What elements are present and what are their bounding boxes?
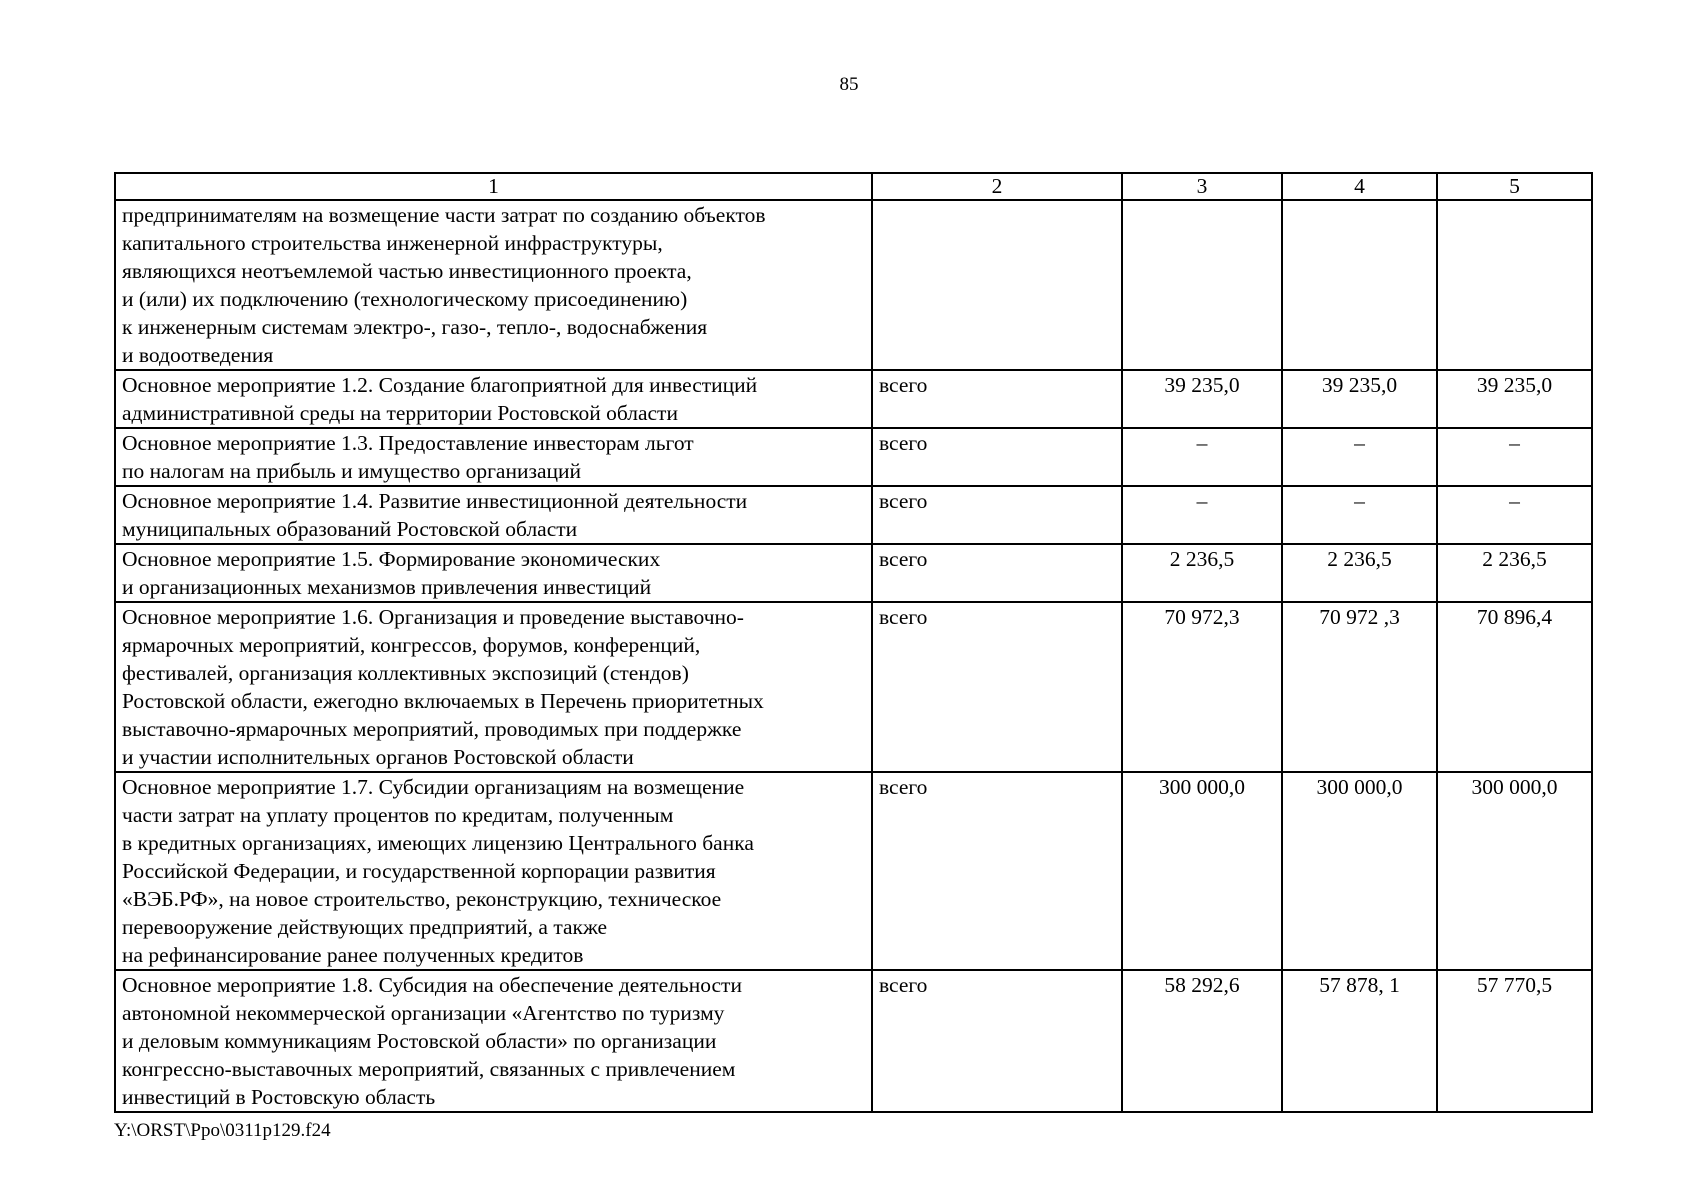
column-header-3: 3: [1122, 173, 1282, 200]
activity-description: предпринимателям на возмещение части затрат по созданию объектов капитального строительства инженерной инфраструктуры, являющихся неотъемлемой частью инвестиционного проекта, и (или) их подключению (технологическому присоединению) к инженерным системам электро-, газо-, тепло-, водоснабжения и водоотведения: [115, 200, 872, 370]
activity-description: Основное мероприятие 1.5. Формирование экономических и организационных механизмов привлечения инвестиций: [115, 544, 872, 602]
page-number: 85: [839, 74, 859, 95]
activity-description: Основное мероприятие 1.6. Организация и проведение выставочно- ярмарочных мероприятий, конгрессов, форумов, конференций, фестивалей, организация коллективных экспозиций (стендов) Ростовской области, ежегодно включаемых в Перечень приоритетных выставочно-ярмарочных мероприятий, проводимых при поддержке и участии исполнительных органов Ростовской области: [115, 602, 872, 772]
table-row: [115, 602, 1592, 772]
budget-table: [114, 172, 1593, 1113]
table-row: [115, 370, 1592, 428]
value-col-4: 2 236,5: [1282, 544, 1437, 602]
funding-source: всего: [872, 428, 1122, 486]
table-row: [115, 486, 1592, 544]
funding-source: всего: [872, 370, 1122, 428]
value-col-4: 70 972 ,3: [1282, 602, 1437, 772]
value-col-5: [1437, 200, 1592, 370]
funding-source: всего: [872, 772, 1122, 970]
table-row: [115, 428, 1592, 486]
activity-description: Основное мероприятие 1.8. Субсидия на обеспечение деятельности автономной некоммерческой организации «Агентство по туризму и деловым коммуникациям Ростовской области» по организации конгрессно-выставочных мероприятий, связанных с привлечением инвестиций в Ростовскую область: [115, 970, 872, 1112]
funding-source: [872, 200, 1122, 370]
table-row: [115, 772, 1592, 970]
value-col-3: 300 000,0: [1122, 772, 1282, 970]
funding-source: всего: [872, 602, 1122, 772]
funding-source: всего: [872, 970, 1122, 1112]
value-col-4: –: [1282, 486, 1437, 544]
table-row: [115, 544, 1592, 602]
value-col-3: –: [1122, 486, 1282, 544]
value-col-4: 300 000,0: [1282, 772, 1437, 970]
value-col-3: 39 235,0: [1122, 370, 1282, 428]
activity-description: Основное мероприятие 1.2. Создание благоприятной для инвестиций административной среды на территории Ростовской области: [115, 370, 872, 428]
value-col-5: –: [1437, 428, 1592, 486]
value-col-3: 70 972,3: [1122, 602, 1282, 772]
table-row: [115, 200, 1592, 370]
value-col-3: [1122, 200, 1282, 370]
table-header-row: [115, 173, 1592, 200]
value-col-3: –: [1122, 428, 1282, 486]
value-col-5: 70 896,4: [1437, 602, 1592, 772]
value-col-5: 57 770,5: [1437, 970, 1592, 1112]
funding-source: всего: [872, 486, 1122, 544]
value-col-4: –: [1282, 428, 1437, 486]
column-header-2: 2: [872, 173, 1122, 200]
value-col-3: 58 292,6: [1122, 970, 1282, 1112]
value-col-4: [1282, 200, 1437, 370]
value-col-5: –: [1437, 486, 1592, 544]
activity-description: Основное мероприятие 1.4. Развитие инвестиционной деятельности муниципальных образований Ростовской области: [115, 486, 872, 544]
value-col-5: 300 000,0: [1437, 772, 1592, 970]
column-header-1: 1: [115, 173, 872, 200]
footer-file-path: Y:\ORST\Ppo\0311p129.f24: [114, 1120, 331, 1141]
value-col-5: 2 236,5: [1437, 544, 1592, 602]
value-col-4: 39 235,0: [1282, 370, 1437, 428]
activity-description: Основное мероприятие 1.3. Предоставление инвесторам льгот по налогам на прибыль и имущество организаций: [115, 428, 872, 486]
funding-source: всего: [872, 544, 1122, 602]
value-col-5: 39 235,0: [1437, 370, 1592, 428]
activity-description: Основное мероприятие 1.7. Субсидии организациям на возмещение части затрат на уплату процентов по кредитам, полученным в кредитных организациях, имеющих лицензию Центрального банка Российской Федерации, и государственной корпорации развития «ВЭБ.РФ», на новое строительство, реконструкцию, техническое перевооружение действующих предприятий, а также на рефинансирование ранее полученных кредитов: [115, 772, 872, 970]
value-col-3: 2 236,5: [1122, 544, 1282, 602]
table-row: [115, 970, 1592, 1112]
column-header-4: 4: [1282, 173, 1437, 200]
value-col-4: 57 878, 1: [1282, 970, 1437, 1112]
column-header-5: 5: [1437, 173, 1592, 200]
